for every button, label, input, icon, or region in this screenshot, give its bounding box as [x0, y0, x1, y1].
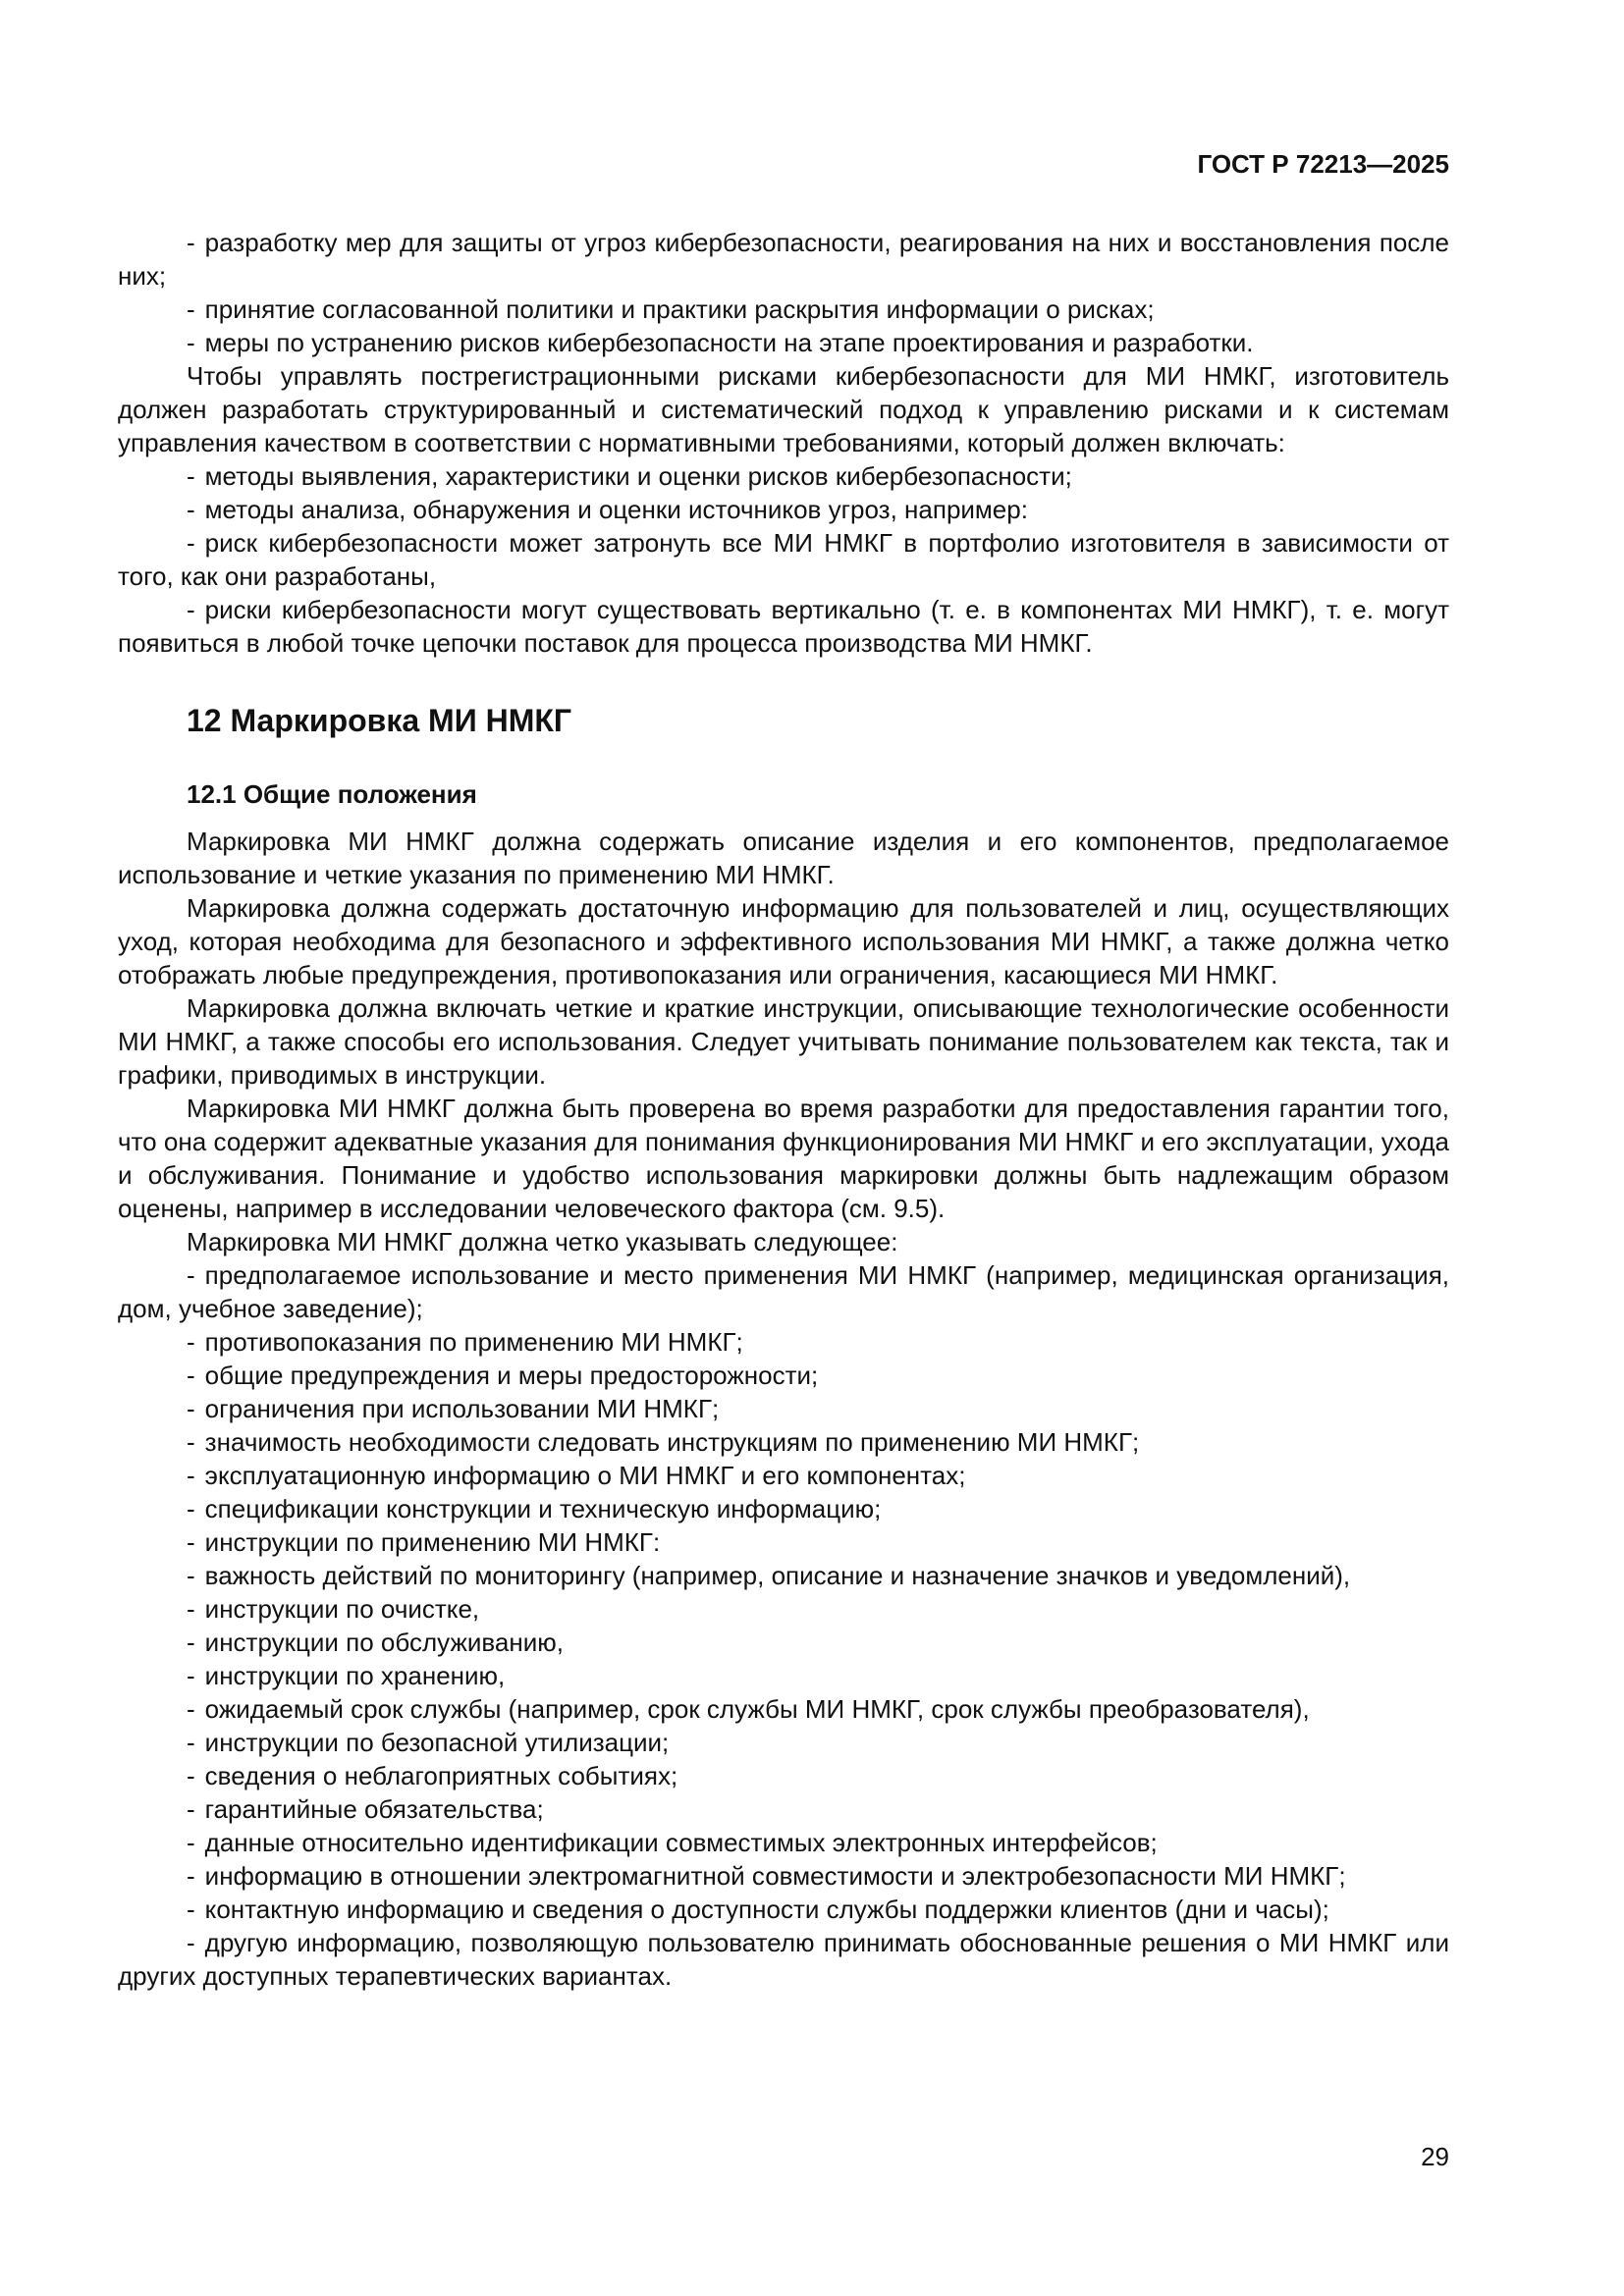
document-code: ГОСТ Р 72213—2025 [1197, 149, 1449, 179]
list-item: - информацию в отношении электромагнитной совместимости и электробезопасности МИ НМКГ; [187, 1861, 1346, 1891]
list-item: - ожидаемый срок службы (например, срок службы МИ НМКГ, срок службы преобразователя), [187, 1694, 1310, 1724]
paragraph: Маркировка должна содержать достаточную информацию для пользователей и лиц, осуществляющих уход, которая необходима для безопасного и эффективного использования МИ НМКГ, а также должна четко отображать любые предупреждения, противопоказания или ограничения, касающиеся МИ НМКГ. [118, 893, 1449, 989]
paragraph: Чтобы управлять пострегистрационными рисками кибербезопасности для МИ НМКГ, изготовитель должен разработать структурированный и систематический подход к управлению рисками и к системам управления качеством в соответствии с нормативными требованиями, который должен включать: [118, 361, 1449, 457]
list-item: - значимость необходимости следовать инструкциям по применению МИ НМКГ; [187, 1427, 1140, 1457]
list-item: - разработку мер для защиты от угроз кибербезопасности, реагирования на них и восстановления после них; [118, 228, 1449, 291]
list-item: - сведения о неблагоприятных событиях; [187, 1761, 678, 1790]
paragraph: Маркировка должна включать четкие и краткие инструкции, описывающие технологические особенности МИ НМКГ, а также способы его использования. Следует учитывать понимание пользователем как текста, так и графики, приводимых в инструкции. [118, 993, 1449, 1090]
list-item: - противопоказания по применению МИ НМКГ; [187, 1327, 743, 1357]
list-item: - методы анализа, обнаружения и оценки источников угроз, например: [187, 495, 1028, 524]
list-item: - спецификации конструкции и техническую информацию; [187, 1494, 882, 1523]
list-item: - риск кибербезопасности может затронуть все МИ НМКГ в портфолио изготовителя в зависимости от того, как они разработаны, [118, 528, 1449, 591]
list-item: - инструкции по обслуживанию, [187, 1628, 564, 1657]
list-item: - инструкции по хранению, [187, 1661, 506, 1690]
list-item: - методы выявления, характеристики и оценки рисков кибербезопасности; [187, 461, 1072, 491]
paragraph: Маркировка МИ НМКГ должна быть проверена во время разработки для предоставления гарантии того, что она содержит адекватные указания для понимания функционирования МИ НМКГ и его эксплуатации, ухода и обслуживания. Понимание и удобство использования маркировки должны быть надлежащим образом оценены, например в исследовании человеческого фактора (см. 9.5). [118, 1094, 1449, 1223]
list-item: - инструкции по очистке, [187, 1594, 480, 1624]
page-number: 29 [1421, 2142, 1449, 2171]
section-heading: 12 Маркировка МИ НМКГ [187, 703, 572, 738]
list-item: - ограничения при использовании МИ НМКГ; [187, 1394, 720, 1423]
list-item: - гарантийные обязательства; [187, 1794, 544, 1824]
paragraph: Маркировка МИ НМКГ должна содержать описание изделия и его компонентов, предполагаемое использование и четкие указания по применению МИ НМКГ. [118, 827, 1449, 889]
marking-requirements-list [118, 1258, 1449, 1993]
list-item: - инструкции по применению МИ НМКГ: [187, 1527, 661, 1557]
list-item: - данные относительно идентификации совместимых электронных интерфейсов; [187, 1828, 1158, 1857]
list-item: - инструкции по безопасной утилизации; [187, 1728, 670, 1757]
list-item: - риски кибербезопасности могут существовать вертикально (т. е. в компонентах МИ НМКГ), т. е. могут появиться в любой точке цепочки поставок для процесса производства МИ НМКГ. [118, 595, 1449, 658]
paragraph: Маркировка МИ НМКГ должна четко указывать следующее: [187, 1227, 898, 1256]
list-item: - принятие согласованной политики и практики раскрытия информации о рисках; [187, 294, 1155, 324]
list-item: - другую информацию, позволяющую пользователю принимать обоснованные решения о МИ НМКГ или других доступных терапевтических вариантах. [118, 1928, 1449, 1991]
list-item: - важность действий по мониторингу (например, описание и назначение значков и уведомлений), [187, 1561, 1351, 1590]
list-item: - меры по устранению рисков кибербезопасности на этапе проектирования и разработки. [187, 328, 1254, 357]
list-item: - эксплуатационную информацию о МИ НМКГ и его компонентах; [187, 1461, 966, 1490]
list-item: - контактную информацию и сведения о доступности службы поддержки клиентов (дни и часы); [187, 1895, 1329, 1924]
page-content [118, 226, 1449, 1993]
intro-list [118, 226, 1449, 359]
list-item: - предполагаемое использование и место применения МИ НМКГ (например, медицинская организация, дом, учебное заведение); [118, 1260, 1449, 1323]
subsection-heading: 12.1 Общие положения [187, 779, 477, 809]
list-item: - общие предупреждения и меры предосторожности; [187, 1361, 819, 1390]
intro-list-2 [118, 459, 1449, 660]
